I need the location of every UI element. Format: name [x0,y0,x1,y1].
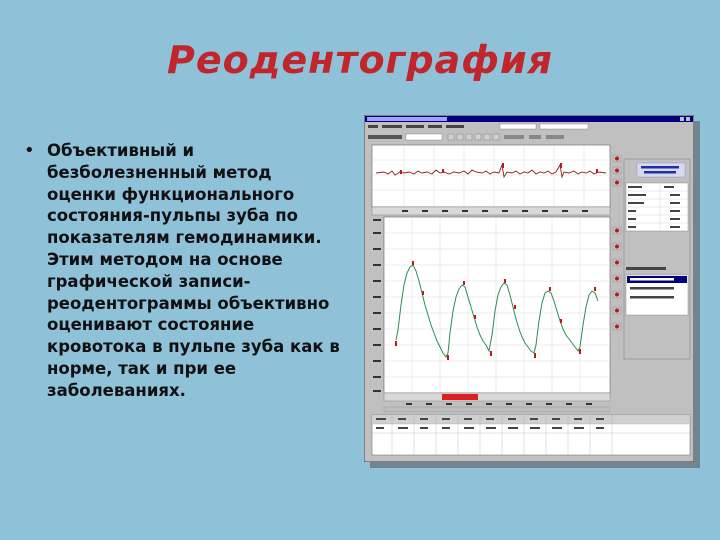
rheogram-panel [384,217,610,393]
software-screenshot [364,115,694,462]
segments-label [626,267,666,270]
bullet-item [24,140,344,402]
selected-segment [442,394,478,400]
bullet-dot: • [24,140,35,161]
window-title-text [367,117,447,121]
close-button [686,117,690,121]
horizontal-scrollbar [384,407,610,412]
rheogram-time-axis [384,393,610,401]
results-button [637,163,685,177]
bullet-text: Объективный и безболезненный метод оценки функционального состояния-пульпы зуба по показателям гемодинамики. Этим методом на основе графической записи-реодентограммы объективно оценивают состояние кровотока в пульпе зуба как в норме, так и при ее заболеваниях. [47,141,340,400]
minimize-button [680,117,684,121]
ecg-panel [372,145,610,207]
slide-title: Реодентография [166,38,553,82]
